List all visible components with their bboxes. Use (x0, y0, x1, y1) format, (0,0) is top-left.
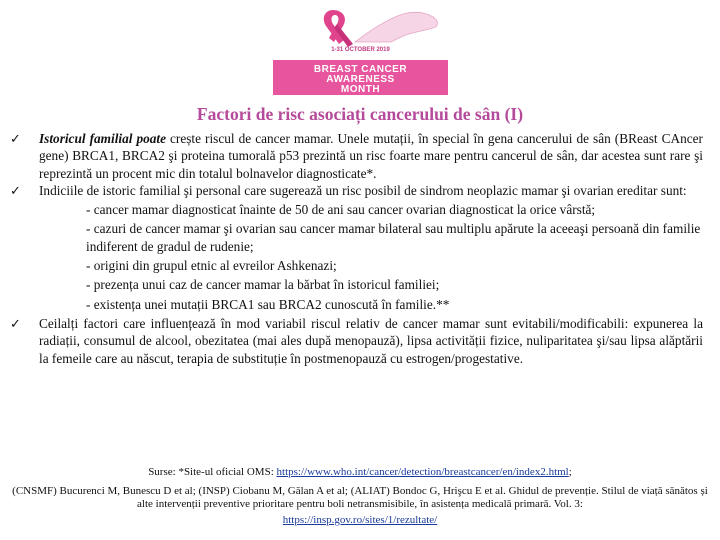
page-title: Factori de risc asociați cancerului de sân (I) (196, 104, 524, 124)
list-item: - cancer mamar diagnosticat înainte de 50 de ani sau cancer ovarian diagnosticat la orice vârstă; (86, 202, 596, 218)
banner-line-3: MONTH (340, 84, 381, 95)
content-body (8, 130, 703, 367)
bullet-text: crește riscul de cancer mamar. Unele mutații, în special în gena cancerului de sân (BReast CAncer gene) BRCA1, BRCA2 şi proteina tumorală p53 prezintă un risc foarte mare pentru cancerul de sân, dar acestea sunt rare şi reprezintă un procent mic din totalul bolnavelor diagnosticate*. (39, 131, 703, 181)
list-item: - prezența unui caz de cancer mamar la bărbat în istoricul familiei; (86, 277, 440, 293)
checkmark-icon: ✓ (10, 182, 21, 198)
bullet-family-history (8, 130, 703, 182)
source-line-2: (CNSMF) Bucurenci M, Bunescu D et al; (INSP) Ciobanu M, Gălan A et al; (ALIAT) Bondoc G, Hrişcu E et al. Ghidul de prevenție. Stilul de viață sănătos și alte intervenții preventive prioritare pentru boli netransmisibile, în asistența medicală primară. Vol. 3: (12, 485, 708, 510)
source-prefix: Surse: *Site-ul oficial OMS: (148, 466, 277, 478)
insp-link[interactable]: https://insp.gov.ro/sites/1/rezultate/ (282, 514, 438, 526)
bullet-lead: Istoricul familial poate (39, 131, 166, 146)
bullet-indicators (8, 182, 703, 199)
who-link[interactable]: https://www.who.int/cancer/detection/breastcancer/en/index2.html (276, 466, 569, 478)
bullet-text: Ceilalți factori care influențează în mod variabil riscul relativ de cancer mamar sunt evitabili/modificabili: expunerea la radiații, consumul de alcool, obezitatea (mai ales după menopauză), lipsa activității fizice, nuliparitatea şi/sau lipsa alăptării la femeile care au născut, terapia de substituție în postmenopauză cu estrogen/progestative. (39, 315, 703, 366)
list-item: - origini din grupul etnic al evreilor Ashkenazi; (86, 258, 337, 274)
source-line-3 (0, 514, 720, 527)
indicator-list (8, 201, 703, 313)
source-suffix: ; (568, 466, 572, 478)
banner-top (273, 2, 448, 60)
source-line-1 (0, 466, 720, 479)
banner-line-1: BREAST CANCER (313, 64, 408, 75)
awareness-banner (273, 2, 448, 95)
checkmark-icon: ✓ (10, 315, 21, 331)
checkmark-icon: ✓ (10, 131, 21, 146)
bullet-text: Indiciile de istoric familial şi personal care sugerează un risc posibil de sindrom neoplazic mamar şi ovarian ereditar sunt: (39, 182, 687, 198)
banner-date: 1-31 OCTOBER 2019 (331, 47, 390, 53)
banner-text-block (273, 60, 448, 95)
banner-line-2: AWARENESS (326, 74, 395, 85)
list-item: - existența unei mutații BRCA1 sau BRCA2 cunoscută în familie.** (86, 296, 450, 312)
bullet-other-factors (8, 315, 703, 367)
list-item: - cazuri de cancer mamar şi ovarian sau cancer mamar bilateral sau multiplu apărute la aceeaşi persoană din familie indiferent de gradul de rudenie; (86, 221, 701, 254)
